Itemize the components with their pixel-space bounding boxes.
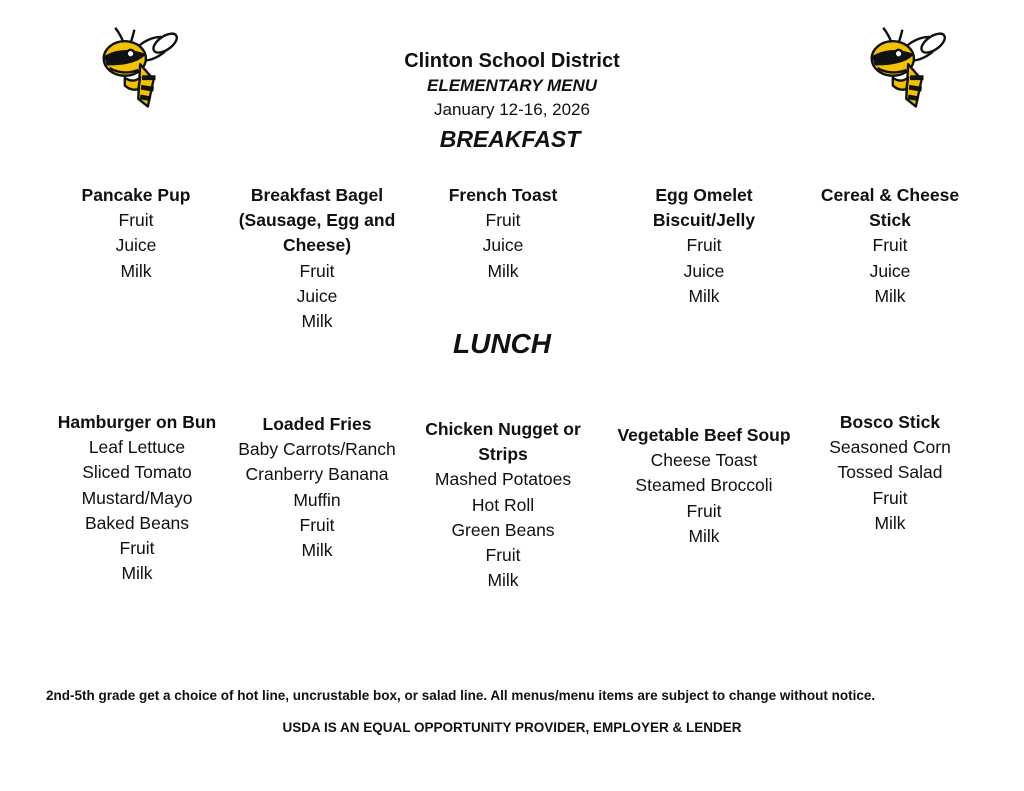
breakfast-entree: Egg Omelet Biscuit/Jelly — [652, 185, 756, 231]
lunch-side: Mashed Potatoes — [434, 469, 572, 490]
lunch-side: Fruit — [686, 500, 722, 521]
breakfast-side: Milk — [120, 260, 152, 281]
lunch-side: Seasoned Corn — [829, 437, 951, 458]
breakfast-side: Fruit — [872, 235, 908, 256]
lunch-side: Baby Carrots/Ranch — [238, 439, 396, 460]
lunch-side: Mustard/Mayo — [81, 487, 193, 508]
lunch-side: Milk — [874, 512, 906, 533]
breakfast-side: Milk — [487, 260, 519, 281]
breakfast-entree: French Toast — [448, 185, 558, 205]
breakfast-entree: Pancake Pup — [81, 185, 191, 205]
lunch-side: Fruit — [299, 514, 335, 535]
lunch-side: Cheese Toast — [650, 450, 758, 471]
breakfast-side: Fruit — [485, 210, 521, 231]
breakfast-side: Milk — [688, 285, 720, 306]
breakfast-side: Fruit — [118, 210, 154, 231]
lunch-side: Baked Beans — [84, 512, 190, 533]
lunch-side: Tossed Salad — [837, 462, 943, 483]
lunch-side: Fruit — [119, 538, 155, 559]
breakfast-side: Juice — [482, 235, 524, 256]
lunch-side: Steamed Broccoli — [635, 475, 773, 496]
lunch-side: Leaf Lettuce — [88, 437, 186, 458]
lunch-day-4 — [604, 423, 804, 549]
lunch-side: Sliced Tomato — [82, 462, 192, 483]
breakfast-side: Milk — [301, 311, 333, 332]
lunch-entree: Loaded Fries — [262, 414, 372, 434]
breakfast-side: Milk — [874, 285, 906, 306]
grade-choice-note: 2nd-5th grade get a choice of hot line, uncrustable box, or salad line. All menus/menu items are subject to change without notice. — [46, 688, 876, 703]
menu-header — [0, 48, 1024, 122]
usda-statement: USDA IS AN EQUAL OPPORTUNITY PROVIDER, EMPLOYER & LENDER — [282, 720, 742, 735]
breakfast-day-5 — [814, 183, 966, 309]
district-name: Clinton School District — [404, 50, 620, 72]
breakfast-day-1 — [60, 183, 212, 284]
lunch-side: Fruit — [485, 545, 521, 566]
lunch-entree: Vegetable Beef Soup — [617, 425, 791, 445]
breakfast-side: Fruit — [299, 260, 335, 281]
breakfast-side: Fruit — [686, 235, 722, 256]
breakfast-title: BREAKFAST — [439, 126, 581, 152]
breakfast-day-4 — [634, 183, 774, 309]
lunch-side: Milk — [121, 563, 153, 584]
lunch-side: Milk — [301, 540, 333, 561]
lunch-side: Hot Roll — [471, 494, 535, 515]
lunch-side: Green Beans — [451, 519, 555, 540]
menu-subtitle: ELEMENTARY MENU — [426, 76, 598, 95]
lunch-day-3 — [418, 417, 588, 593]
lunch-day-2 — [238, 412, 396, 563]
lunch-day-1 — [46, 410, 228, 586]
lunch-day-5 — [814, 410, 966, 536]
lunch-side: Cranberry Banana Muffin — [245, 464, 389, 510]
lunch-entree: Hamburger on Bun — [57, 412, 217, 432]
lunch-side: Milk — [688, 525, 720, 546]
lunch-entree: Chicken Nugget or Strips — [425, 419, 581, 465]
breakfast-day-2 — [234, 183, 400, 334]
breakfast-entree: Cereal & Cheese Stick — [820, 185, 960, 231]
breakfast-side: Juice — [683, 260, 725, 281]
menu-dates: January 12-16, 2026 — [434, 100, 590, 119]
lunch-entree: Bosco Stick — [839, 412, 941, 432]
breakfast-side: Juice — [296, 285, 338, 306]
lunch-side: Fruit — [872, 487, 908, 508]
breakfast-side: Juice — [869, 260, 911, 281]
lunch-title: LUNCH — [453, 328, 551, 359]
breakfast-side: Juice — [115, 235, 157, 256]
breakfast-entree: Breakfast Bagel (Sausage, Egg and Cheese) — [238, 185, 396, 256]
lunch-side: Milk — [487, 570, 519, 591]
breakfast-day-3 — [428, 183, 578, 284]
